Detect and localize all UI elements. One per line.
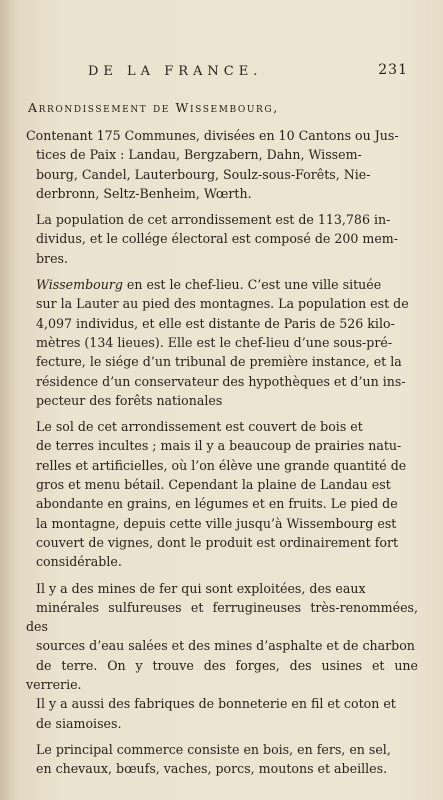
page-number: 231 [378, 62, 408, 78]
text-line [26, 275, 418, 294]
text-line: abondante en grains, en légumes et en fruits. Le pied de [36, 496, 398, 512]
text-line: minérales sulfureuses et ferrugineuses très-renommées, des [26, 599, 418, 635]
text-line: en chevaux, bœufs, vaches, porcs, moutons et abeilles. [36, 761, 388, 777]
text-line: dividus, et le collége électoral est composé de 200 mem- [36, 231, 398, 247]
paragraph-1 [26, 126, 418, 203]
text-line: Le sol de cet arrondissement est couvert de bois et [36, 419, 363, 435]
paragraph-3 [26, 275, 418, 410]
text-line: de siamoises. [36, 715, 122, 731]
text-line: Contenant 175 Communes, divisées en 10 Cantons ou Jus- [26, 128, 399, 143]
text-line-rest: en est le chef-lieu. C’est une ville située [122, 277, 382, 293]
text-line: fecture, le siége d’un tribunal de première instance, et la [36, 354, 402, 370]
paragraph-5 [26, 579, 418, 733]
text-line: bres. [36, 250, 69, 266]
paragraph-4 [26, 417, 418, 571]
text-line: la montagne, depuis cette ville jusqu’à Wissembourg est [36, 515, 397, 531]
text-line: considérable. [36, 554, 122, 570]
text-line: mètres (134 lieues). Elle est le chef-lieu d’une sous-pré- [36, 334, 393, 350]
text-line: Il y a aussi des fabriques de bonneterie en fil et coton et [36, 696, 396, 712]
text-line: La population de cet arrondissement est de 113,786 in- [36, 212, 391, 228]
text-line: gros et menu bétail. Cependant la plaine de Landau est [36, 477, 391, 493]
italic-place-name: Wissembourg [36, 277, 123, 293]
text-line: de terre. On y trouve des forges, des usines et une verrerie. [26, 657, 418, 693]
body-text [26, 126, 418, 786]
text-line: Il y a des mines de fer qui sont exploitées, des eaux [36, 580, 366, 596]
text-line: pecteur des forêts nationales [36, 392, 223, 408]
text-line: tices de Paix : Landau, Bergzabern, Dahn, Wissem- [36, 147, 362, 163]
text-line: résidence d’un conservateur des hypothèques et d’un ins- [36, 373, 406, 389]
running-header [88, 62, 408, 79]
paragraph-2 [26, 210, 418, 268]
text-line: derbronn, Seltz-Benheim, Wœrth. [36, 185, 252, 201]
text-line: Le principal commerce consiste en bois, en fers, en sel, [36, 741, 391, 757]
text-line: sources d’eau salées et des mines d’asphalte et de charbon [36, 638, 415, 654]
text-line: bourg, Candel, Lauterbourg, Soulz-sous-Forêts, Nie- [36, 166, 371, 182]
text-line: de terres incultes ; mais il y a beaucoup de prairies natu- [36, 438, 402, 454]
text-line: relles et artificielles, où l’on élève une grande quantité de [36, 457, 407, 473]
text-line: sur la Lauter au pied des montagnes. La population est de [36, 296, 409, 312]
running-title: DE LA FRANCE. [88, 64, 263, 79]
text-line: couvert de vignes, dont le produit est ordinairement fort [36, 534, 399, 550]
paragraph-6 [26, 740, 418, 779]
section-title: Arrondissement de Wissembourg, [28, 100, 279, 115]
text-line: 4,097 individus, et elle est distante de Paris de 526 kilo- [36, 315, 395, 331]
